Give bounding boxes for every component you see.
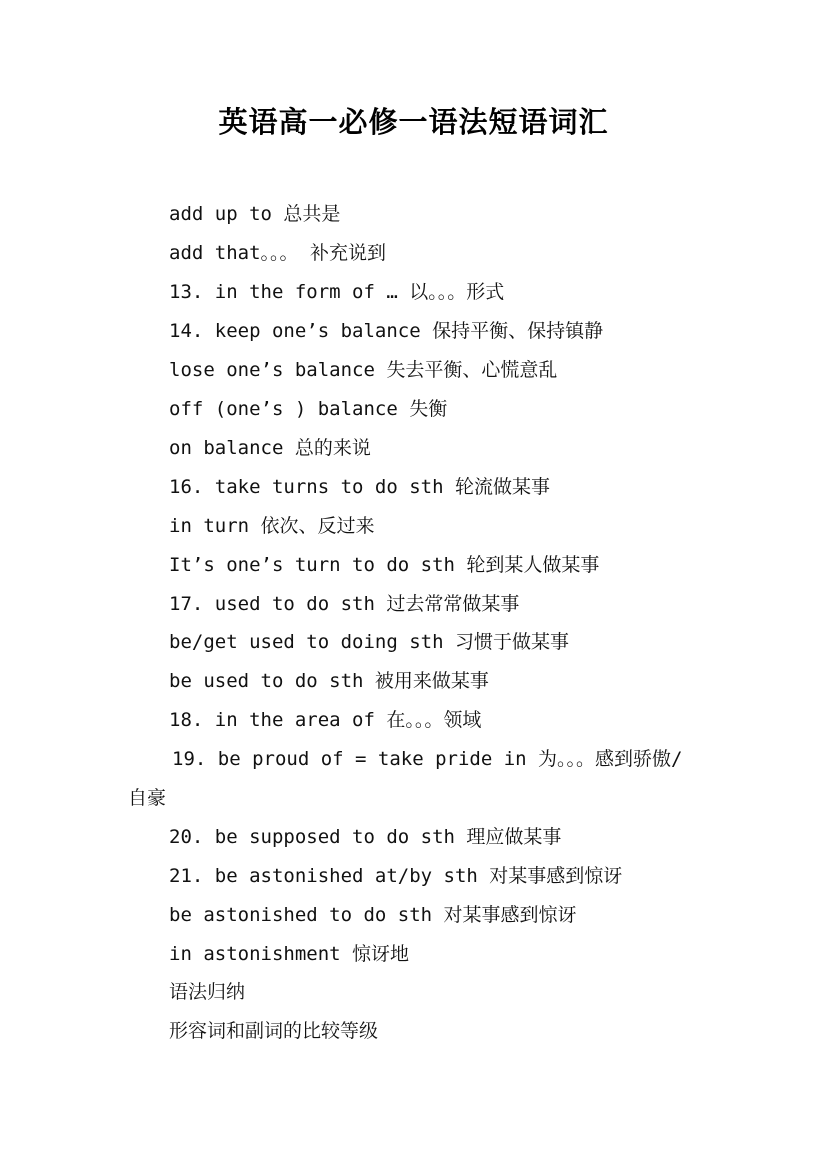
- phrase-line: be used to do sth 被用来做某事: [169, 670, 489, 692]
- phrase-line: 21. be astonished at/by sth 对某事感到惊讶: [169, 865, 623, 887]
- document-title: 英语高一必修一语法短语词汇: [218, 105, 609, 139]
- section-heading: 形容词和副词的比较等级: [169, 1020, 379, 1042]
- phrase-line: add up to 总共是: [169, 203, 341, 225]
- phrase-line: 20. be supposed to do sth 理应做某事: [169, 826, 562, 848]
- phrase-line: 18. in the area of 在。。。领域: [169, 709, 482, 731]
- phrase-line: on balance 总的来说: [169, 437, 371, 459]
- phrase-line: in astonishment 惊讶地: [169, 943, 410, 965]
- phrase-line: be astonished to do sth 对某事感到惊讶: [169, 904, 577, 926]
- phrase-line: add that。。。 补充说到: [169, 242, 386, 264]
- phrase-line: in turn 依次、反过来: [169, 515, 375, 537]
- phrase-line: off (one’s ) balance 失衡: [169, 398, 448, 420]
- phrase-line: 17. used to do sth 过去常常做某事: [169, 593, 520, 615]
- phrase-line-continuation: 自豪: [128, 787, 167, 809]
- phrase-line: 14. keep one’s balance 保持平衡、保持镇静: [169, 320, 604, 342]
- phrase-line: 19. be proud of = take pride in 为。。。感到骄傲/: [172, 748, 683, 770]
- phrase-line: 13. in the form of … 以。。。形式: [169, 281, 505, 303]
- phrase-line: lose one’s balance 失去平衡、心慌意乱: [169, 359, 558, 381]
- section-heading: 语法归纳: [169, 981, 246, 1003]
- phrase-line: be/get used to doing sth 习惯于做某事: [169, 631, 569, 653]
- phrase-line: It’s one’s turn to do sth 轮到某人做某事: [169, 554, 600, 576]
- phrase-line: 16. take turns to do sth 轮流做某事: [169, 476, 550, 498]
